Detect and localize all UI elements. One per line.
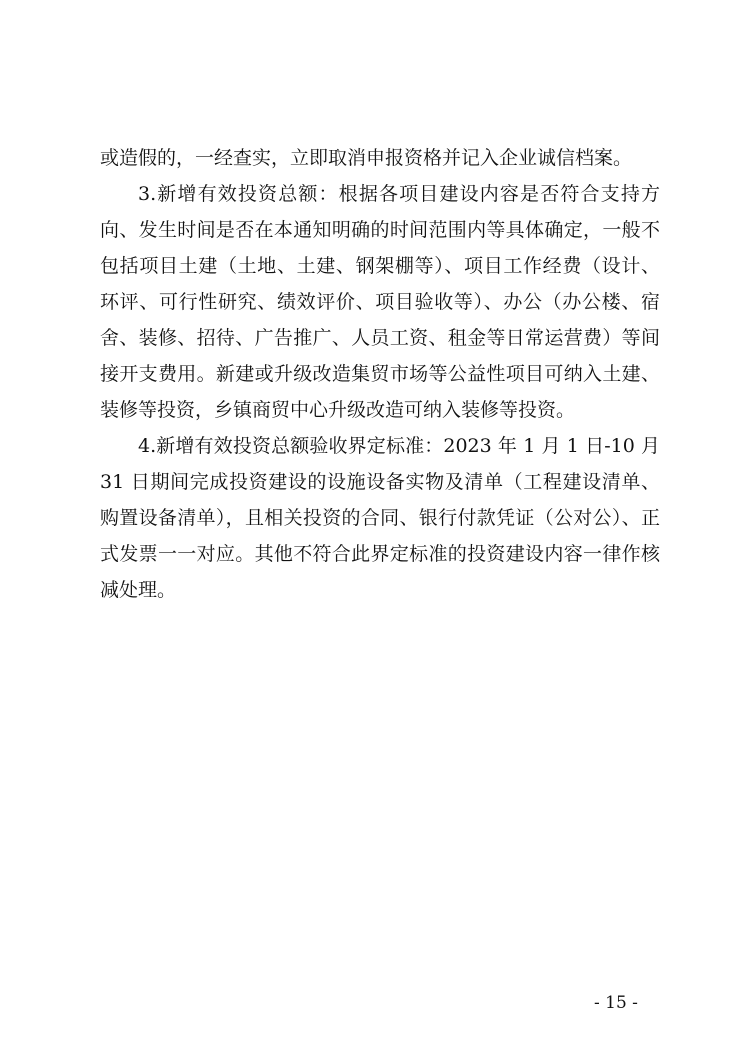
- paragraph-continuation: 或造假的，一经查实，立即取消申报资格并记入企业诚信档案。: [100, 147, 633, 169]
- paragraph-item-4: 4.新增有效投资总额验收界定标准：2023 年 1 月 1 日-10 月 31 日期间完成投资建设的设施设备实物及清单（工程建设清单、购置设备清单），且相关投资的合同、银行付款凭证（公对公）、正式发票一一对应。其他不符合此界定标准的投资建设内容一律作核减处理。: [100, 435, 660, 601]
- document-body: [100, 140, 660, 608]
- paragraph-item-3: 3.新增有效投资总额：根据各项目建设内容是否符合支持方向、发生时间是否在本通知明确的时间范围内等具体确定，一般不包括项目土建（土地、土建、钢架棚等）、项目工作经费（设计、环评、可行性研究、绩效评价、项目验收等）、办公（办公楼、宿舍、装修、招待、广告推广、人员工资、租金等日常运营费）等间接开支费用。新建或升级改造集贸市场等公益性项目可纳入土建、装修等投资，乡镇商贸中心升级改造可纳入装修等投资。: [100, 183, 660, 421]
- page-number: - 15 -: [594, 993, 638, 1013]
